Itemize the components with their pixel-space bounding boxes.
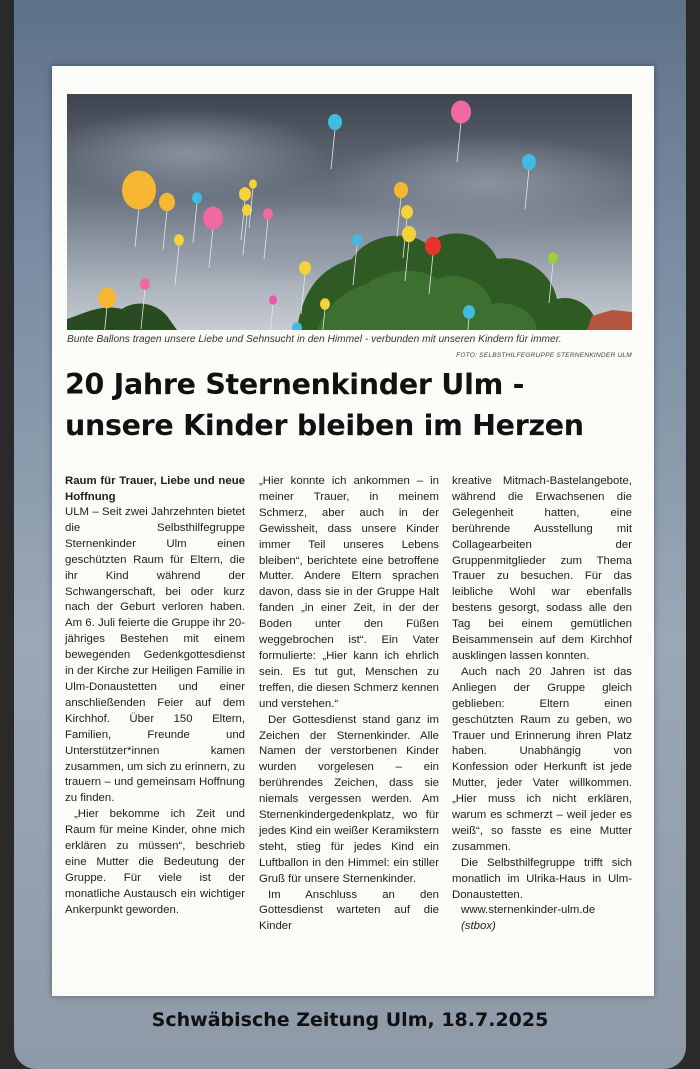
article-paragraph: Die Selbsthilfegruppe trifft sich monatlich im Ulrika-Haus in Ulm-Donaustetten. — [452, 856, 632, 901]
balloon — [263, 208, 273, 220]
author-tag: (stbox) — [461, 920, 496, 933]
balloon — [249, 179, 257, 188]
balloon — [269, 295, 277, 304]
balloon — [122, 170, 156, 209]
balloon — [425, 237, 441, 255]
balloon — [463, 305, 475, 319]
article-paragraph: kreative Mitmach-Bastelangebote, während die Erwachsenen die Gelegenheit hatten, eine berührende Ausstellung mit Collagearbeiten der Gruppenmitglieder zum Thema Trauer zu besuchen. Für das leibliche Wohl war ebenfalls bestens gesorgt, sodass alle den Tag bei einem gemütlichen Beisammensein auf dem Kirchhof ausklingen lassen konnten. — [452, 475, 632, 662]
article-column-2 — [259, 474, 439, 935]
source-footer: Schwäbische Zeitung Ulm, 18.7.2025 — [151, 1009, 549, 1031]
article-paragraph: Auch nach 20 Jahren ist das Anliegen der Gruppe gleich geblieben: Eltern einen geschützten Raum zu geben, wo Trauer und Erinnerung ihren Platz haben. Unabhängig von Konfession oder Herkunft ist jede Mutter, jeder Vater willkommen. „Hier muss ich nicht erklären, warum es schmerzt – weil jeder es weiß“, so fasste es eine Mutter zusammen. — [452, 665, 632, 853]
balloons-photo — [67, 94, 632, 330]
balloon — [140, 278, 150, 290]
newspaper-clipping — [52, 66, 654, 996]
balloon — [451, 101, 471, 124]
article-column-1 — [65, 474, 245, 919]
article-paragraph: „Hier bekomme ich Zeit und Raum für meine Kinder, ohne mich erklären zu müssen“, beschrieb eine Mutter die Bedeutung der Gruppe. Für viele ist der monatliche Austausch ein wichtiger Ankerpunkt geworden. — [65, 808, 245, 916]
balloon — [394, 182, 408, 198]
article-paragraph: Der Gottesdienst stand ganz im Zeichen der Sternenkinder. Alle Namen der verstorbenen Kinder wurden vorgelesen – ein berührendes Zeichen, dass sie niemals vergessen werden. Am Sternenkindergedenkplatz, wo für jedes Kind ein weißer Keramikstern steht, stieg für jedes Kind ein Luftballon in den Himmel: ein stiller Gruß für unsere Sternenkinder. — [259, 713, 439, 885]
balloon — [522, 154, 536, 170]
balloon — [98, 288, 116, 309]
balloon — [548, 252, 558, 264]
balloon — [203, 207, 223, 230]
balloons-photo-icon — [67, 94, 632, 330]
headline-line-2: unsere Kinder bleiben im Herzen — [65, 409, 584, 442]
balloon — [174, 234, 184, 246]
balloon — [299, 261, 311, 275]
headline — [65, 364, 645, 446]
subheadline: Raum für Trauer, Liebe und neue Hoffnung — [65, 475, 245, 503]
photo-credit: FOTO: SELBSTHILFEGRUPPE STERNENKINDER ULM — [456, 352, 632, 359]
balloon — [402, 226, 416, 242]
photo-caption: Bunte Ballons tragen unsere Liebe und Sehnsucht in den Himmel - verbunden mit unseren Kindern für immer. — [67, 334, 562, 345]
website-link[interactable]: www.sternenkinder-ulm.de — [461, 904, 596, 917]
article-paragraph: „Hier konnte ich ankommen – in meiner Trauer, in meinem Schmerz, aber auch in der Gewissheit, dass unsere Kinder immer Teil unseres Lebens bleiben“, berichtete eine betroffene Mutter. Andere Eltern sprachen davon, dass sie in der Gruppe Halt fanden „in einer Zeit, in der der Boden unter den Füßen weggebrochen ist“. Ein Vater formulierte: „Hier kann ich ehrlich sein. Es tut gut, Menschen zu treffen, die diesen Schmerz kennen und verstehen.“ — [259, 475, 439, 710]
article-paragraph: Im Anschluss an den Gottesdienst warteten auf die Kinder — [259, 888, 439, 933]
balloon — [159, 193, 175, 211]
headline-line-1: 20 Jahre Sternenkinder Ulm - — [65, 368, 525, 401]
article-column-3 — [452, 474, 632, 935]
balloon — [352, 234, 362, 246]
balloon — [328, 114, 342, 130]
balloon — [401, 205, 413, 219]
balloon — [192, 192, 202, 204]
balloon — [239, 187, 251, 201]
balloon — [320, 298, 330, 310]
article-paragraph: ULM – Seit zwei Jahrzehnten bietet die Selbsthilfegruppe Sternenkinder Ulm einen geschützten Raum für Eltern, die ihr Kind während der Schwangerschaft, bei oder kurz nach der Geburt verloren haben. Am 6. Juli feierte die Gruppe ihr 20-jähriges Bestehen mit einem bewegenden Gedenkgottesdienst in der Kirche zur Heiligen Familie in Ulm-Donaustetten und einer anschließenden Feier auf dem Kirchhof. Über 150 Eltern, Familien, Freunde und Unterstützer*innen kamen zusammen, um sich zu erinnern, zu trauern – und gemeinsam Hoffnung zu finden. — [65, 506, 245, 805]
